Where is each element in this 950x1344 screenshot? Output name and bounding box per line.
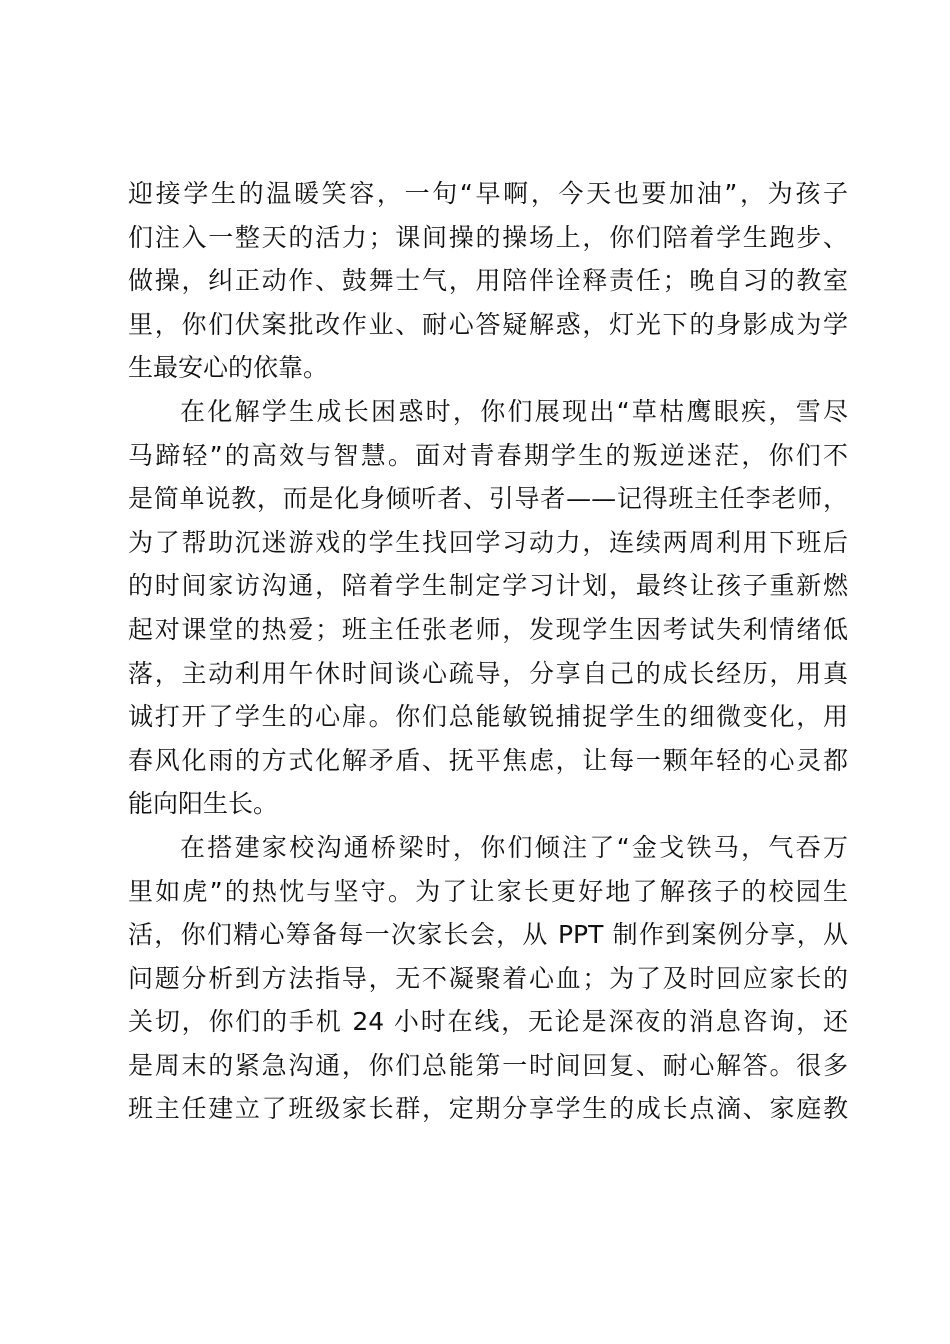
text-line: 落，主动利用午休时间谈心疏导，分享自己的成长经历，用真: [128, 658, 848, 688]
text-line: 春风化雨的方式化解矛盾、抚平焦虑，让每一颗年轻的心灵都: [128, 745, 848, 775]
paragraph-first-line: 在搭建家校沟通桥梁时，你们倾注了“金戈铁马，气吞万: [180, 832, 848, 862]
text-line: 们注入一整天的活力；课间操的操场上，你们陪着学生跑步、: [128, 222, 848, 252]
text-line: 生最安心的依靠。: [128, 353, 329, 383]
text-line: 里，你们伏案批改作业、耐心答疑解惑，灯光下的身影成为学: [128, 309, 848, 339]
text-line: 迎接学生的温暖笑容，一句“早啊，今天也要加油”，为孩子: [128, 179, 848, 208]
body-text: [128, 172, 848, 1131]
text-line: 关切，你们的手机 24 小时在线，无论是深夜的消息咨询，还: [128, 1007, 848, 1037]
text-line: 活，你们精心筹备每一次家长会，从 PPT 制作到案例分享，从: [128, 920, 848, 950]
text-line: 是简单说教，而是化身倾听者、引导者——记得班主任李老师，: [128, 484, 848, 514]
text-line: 的时间家访沟通，陪着学生制定学习计划，最终让孩子重新燃: [128, 571, 848, 601]
text-line: 是周末的紧急沟通，你们总能第一时间回复、耐心解答。很多: [128, 1050, 848, 1080]
text-line: 诚打开了学生的心扉。你们总能敏锐捕捉学生的细微变化，用: [128, 702, 848, 732]
text-line: 做操，纠正动作、鼓舞士气，用陪伴诠释责任；晚自习的教室: [128, 266, 848, 296]
text-line: 问题分析到方法指导，无不凝聚着心血；为了及时回应家长的: [128, 963, 848, 993]
text-line: 起对课堂的热爱；班主任张老师，发现学生因考试失利情绪低: [128, 614, 848, 644]
paragraph-first-line: 在化解学生成长困惑时，你们展现出“草枯鹰眼疾，雪尽: [180, 396, 848, 426]
text-line: 班主任建立了班级家长群，定期分享学生的成长点滴、家庭教: [128, 1094, 848, 1124]
text-line: 里如虎”的热忱与坚守。为了让家长更好地了解孩子的校园生: [128, 876, 848, 906]
text-line: 马蹄轻”的高效与智慧。面对青春期学生的叛逆迷茫，你们不: [128, 440, 848, 470]
text-line: 为了帮助沉迷游戏的学生找回学习动力，连续两周利用下班后: [128, 527, 848, 557]
text-line: 能向阳生长。: [128, 789, 279, 819]
